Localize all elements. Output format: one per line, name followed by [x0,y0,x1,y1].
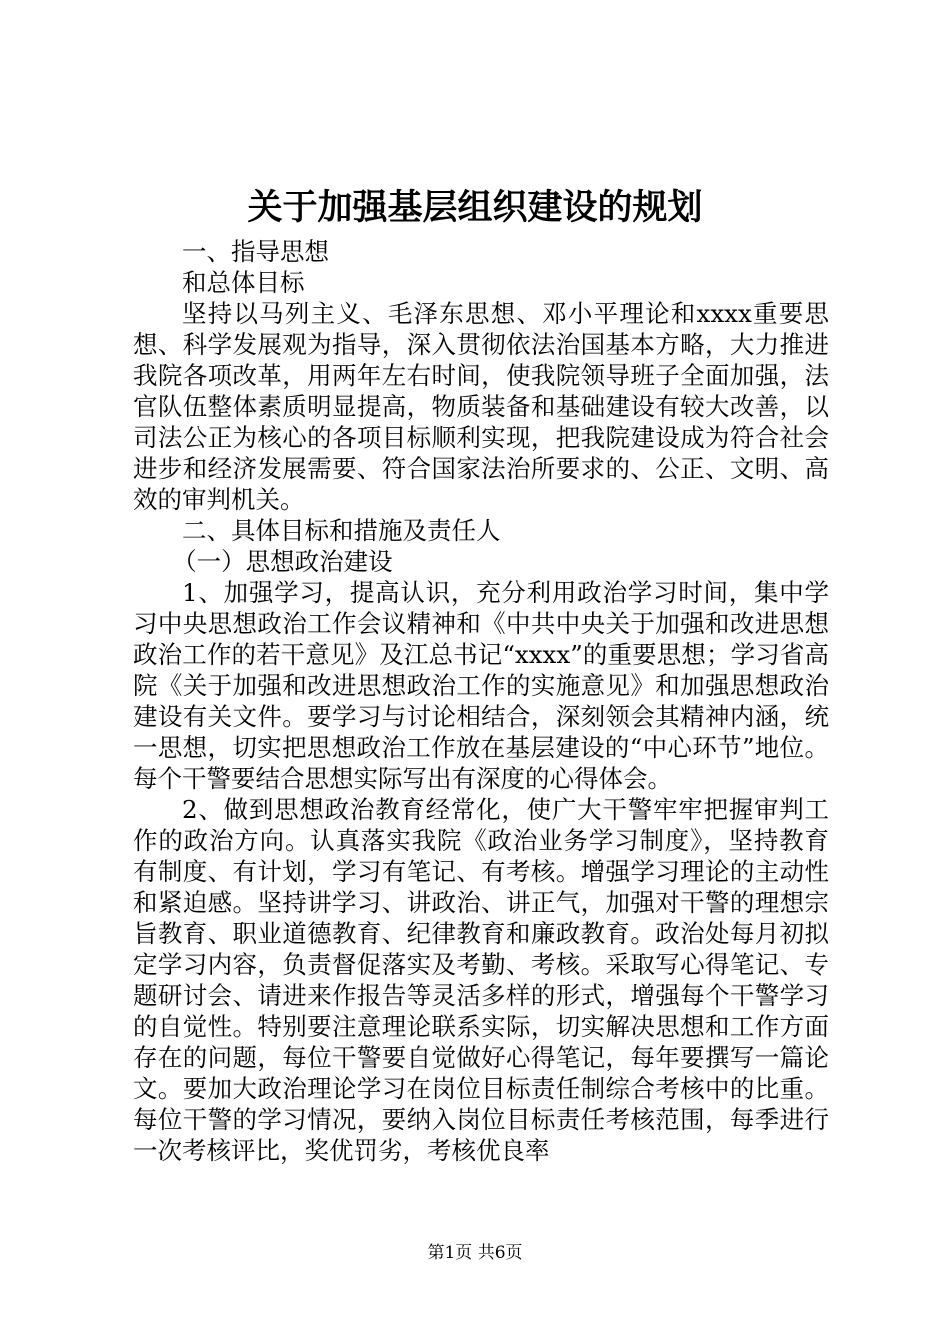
section-heading: 一、指导思想 [182,237,329,266]
section-heading-continuation: 和总体目标 [182,268,305,297]
document-title: 关于加强基层组织建设的规划 [247,187,703,228]
body-paragraph: 1、加强学习，提高认识，充分利用政治学习时间，集中学习中央思想政治工作会议精神和《中共中央关于加强和改进思想政治工作的若干意见》及江总书记“xxxx”的重要思想；学习省高院《关于加强和改进思想政治工作的实施意见》和加强思想政治建设有关文件。要学习与讨论相结合，深刻领会其精神内涵，统一思想，切实把思想政治工作放在基层建设的“中心环节”地位。每个干警要结合思想实际写出有深度的心得体会。 [133,578,829,793]
page-footer: 第1页 共6页 [427,1243,523,1263]
document-body [133,236,829,1166]
body-paragraph: 坚持以马列主义、毛泽东思想、邓小平理论和xxxx重要思想、科学发展观为指导，深入贯彻依法治国基本方略，大力推进我院各项改革，用两年左右时间，使我院领导班子全面加强，法官队伍整体素质明显提高，物质装备和基础建设有较大改善，以司法公正为核心的各项目标顺利实现，把我院建设成为符合社会进步和经济发展需要、符合国家法治所要求的、公正、文明、高效的审判机关。 [133,299,829,514]
subsection-heading: （一）思想政治建设 [172,547,393,576]
section-heading: 二、具体目标和措施及责任人 [182,516,501,545]
body-paragraph: 2、做到思想政治教育经常化，使广大干警牢牢把握审判工作的政治方向。认真落实我院《政治业务学习制度》，坚持教育有制度、有计划，学习有笔记、有考核。增强学习理论的主动性和紧迫感。坚持讲学习、讲政治、讲正气，加强对干警的理想宗旨教育、职业道德教育、纪律教育和廉政教育。政治处每月初拟定学习内容，负责督促落实及考勤、考核。采取写心得笔记、专题研讨会、请进来作报告等灵活多样的形式，增强每个干警学习的自觉性。特别要注意理论联系实际，切实解决思想和工作方面存在的问题，每位干警要自觉做好心得笔记，每年要撰写一篇论文。要加大政治理论学习在岗位目标责任制综合考核中的比重。每位干警的学习情况，要纳入岗位目标责任考核范围，每季进行一次考核评比，奖优罚劣，考核优良率 [133,795,829,1165]
